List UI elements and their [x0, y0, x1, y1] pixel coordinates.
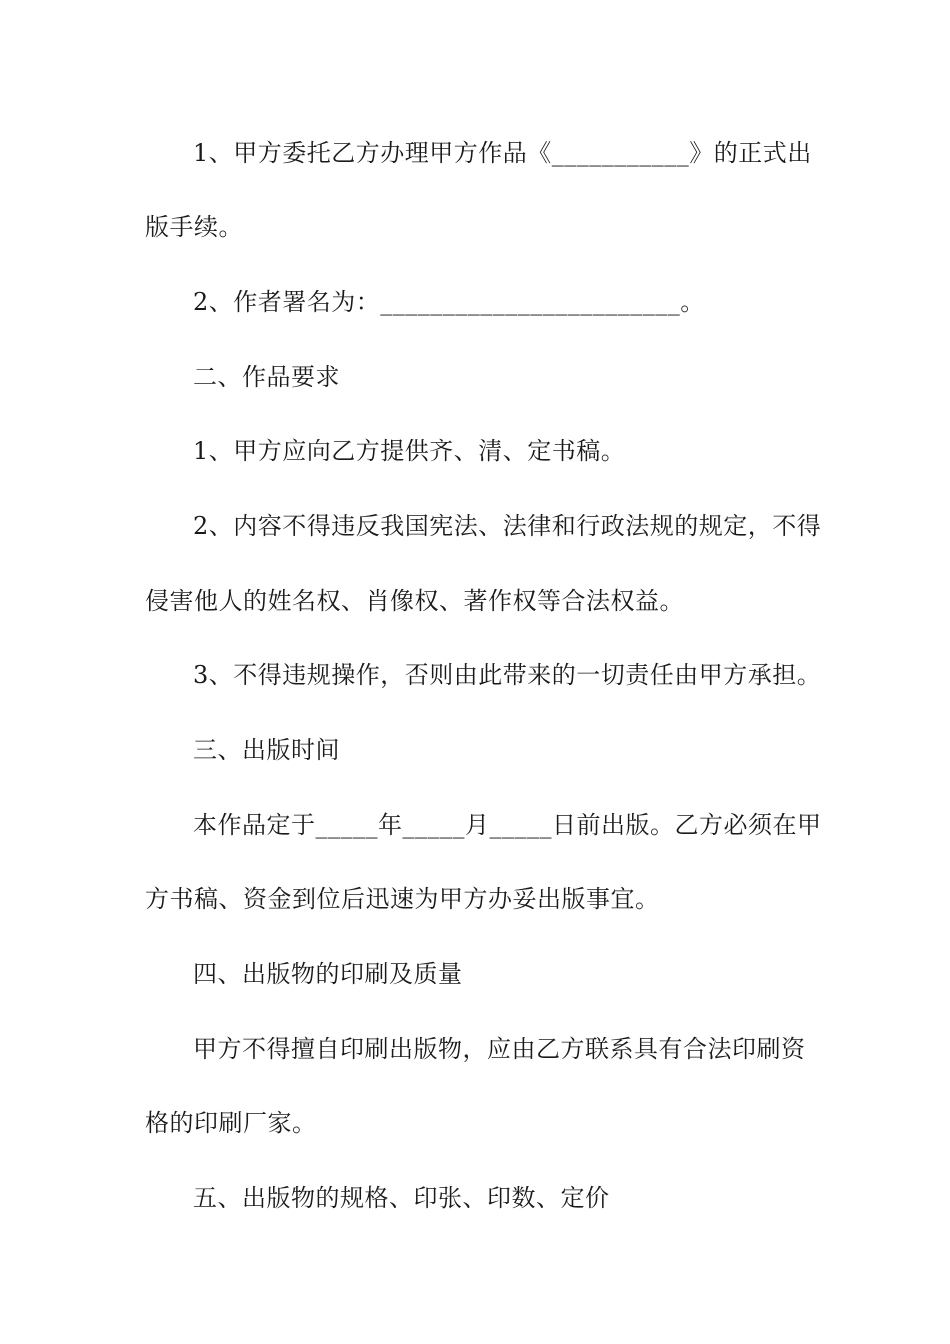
- requirement-3: 3、不得违规操作，否则由此带来的一切责任由甲方承担。: [193, 661, 822, 689]
- section-3-heading: 三、出版时间: [193, 736, 340, 764]
- requirement-2-cont: 侵害他人的姓名权、肖像权、著作权等合法权益。: [145, 587, 684, 615]
- publication-date-clause-cont: 方书稿、资金到位后迅速为甲方办妥出版事宜。: [145, 885, 660, 913]
- clause-1-commission: 1、甲方委托乙方办理甲方作品《___________》的正式出: [193, 139, 812, 167]
- printing-clause-cont: 格的印刷厂家。: [145, 1109, 317, 1137]
- section-2-heading: 二、作品要求: [193, 363, 340, 391]
- requirement-1: 1、甲方应向乙方提供齐、清、定书稿。: [193, 437, 626, 465]
- printing-clause: 甲方不得擅自印刷出版物，应由乙方联系具有合法印刷资: [193, 1035, 806, 1063]
- clause-1-commission-cont: 版手续。: [145, 213, 243, 241]
- section-5-heading: 五、出版物的规格、印张、印数、定价: [193, 1184, 610, 1212]
- clause-2-author-signature: 2、作者署名为：________________________。: [193, 288, 705, 316]
- requirement-2: 2、内容不得违反我国宪法、法律和行政法规的规定，不得: [193, 512, 822, 540]
- publication-date-clause: 本作品定于_____年_____月_____日前出版。乙方必须在甲: [193, 811, 822, 839]
- section-4-heading: 四、出版物的印刷及质量: [193, 960, 463, 988]
